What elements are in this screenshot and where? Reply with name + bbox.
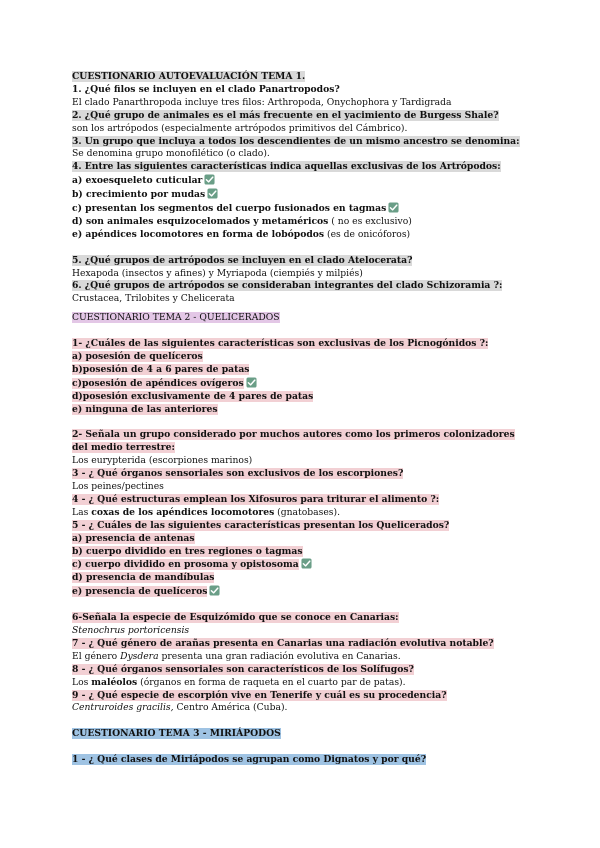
- answer-2-8-post: (órganos en forma de raqueta en el cuarto par de patas).: [137, 676, 406, 688]
- question-1-4: 4. Entre las siguientes características indica aquellas exclusivas de los Artrópodos:: [72, 161, 501, 173]
- answer-2-8-pre: Los: [72, 676, 92, 688]
- answer-1-1: El clado Panarthropoda incluye tres filos: Arthropoda, Onychophora y Tardigrada: [72, 96, 452, 108]
- checkmark-icon: [301, 558, 312, 569]
- option-2-5b: b) cuerpo dividido en tres regiones o tagmas: [72, 545, 303, 557]
- option-1-4b: b) crecimiento por mudas: [72, 189, 206, 201]
- question-1-5: 5. ¿Qué grupos de artrópodos se incluyen en el clado Atelocerata?: [72, 254, 413, 266]
- checkmark-icon: [246, 377, 257, 388]
- answer-2-4-pre: Las: [72, 506, 92, 518]
- answer-2-4-bold: coxas de los apéndices locomotores: [91, 506, 275, 518]
- option-1-4a: a) exoesqueleto cuticular: [72, 175, 203, 187]
- question-1-6: 6. ¿Qué grupos de artrópodos se consideraban integrantes del clado Schizoramia ?:: [72, 280, 503, 292]
- checkmark-icon: [388, 202, 399, 213]
- question-2-3: 3 - ¿ Qué órganos sensoriales son exclusivos de los escorpiones?: [72, 468, 404, 480]
- answer-2-6: Stenochrus portoricensis: [72, 625, 190, 636]
- question-1-1: 1. ¿Qué filos se incluyen en el clado Panartropodos?: [72, 83, 340, 95]
- question-3-1: 1 - ¿ Qué clases de Miriápodos se agrupan como Dignatos y por qué?: [72, 754, 427, 766]
- answer-1-2: son los artrópodos (especialmente artrópodos primitivos del Cámbrico).: [72, 122, 408, 134]
- answer-2-9-post: Centro América (Cuba).: [173, 702, 288, 714]
- option-1-4d: d) son animales esquizocelomados y metaméricos: [72, 215, 329, 227]
- option-2-1b: b)posesión de 4 a 6 pares de patas: [72, 363, 250, 375]
- answer-2-4-post: (gnatobases).: [274, 506, 340, 518]
- question-2-7: 7 - ¿ Qué género de arañas presenta en Canarias una radiación evolutiva notable?: [72, 637, 494, 649]
- option-2-5e: e) presencia de quelíceros: [72, 586, 208, 598]
- document-page: [72, 71, 528, 767]
- answer-1-6: Crustacea, Trilobites y Chelicerata: [72, 293, 235, 305]
- option-2-5d: d) presencia de mandíbulas: [72, 572, 215, 584]
- checkmark-icon: [207, 188, 218, 199]
- question-2-6: 6-Señala la especie de Esquizómido que se conoce en Canarias:: [72, 612, 399, 624]
- answer-2-7-post: presenta una gran radiación evolutiva en Canarias.: [158, 650, 401, 662]
- section-title-tema3: CUESTIONARIO TEMA 3 - MIRIÁPODOS: [72, 728, 281, 740]
- checkmark-icon: [209, 585, 220, 596]
- option-2-5c: c) cuerpo dividido en prosoma y opistosoma: [72, 559, 299, 571]
- option-1-4c: c) presentan los segmentos del cuerpo fusionados en tagmas: [72, 203, 387, 215]
- answer-2-7-pre: El género: [72, 650, 121, 662]
- answer-2-9-italic: Centruroides gracilis,: [72, 702, 174, 714]
- option-2-1e: e) ninguna de las anteriores: [72, 403, 218, 415]
- answer-2-7-italic: Dysdera: [120, 650, 159, 662]
- section-title-tema2: CUESTIONARIO TEMA 2 - QUELICERADOS: [72, 312, 280, 324]
- option-1-4e-note: (es de onicóforos): [324, 228, 411, 240]
- option-1-4e: e) apéndices locomotores en forma de lobópodos: [72, 228, 325, 240]
- option-2-1c: c)posesión de apéndices ovígeros: [72, 377, 244, 389]
- question-2-5: 5 - ¿ Cuáles de las siguientes características presentan los Quelicerados?: [72, 519, 450, 531]
- question-2-9: 9 - ¿ Qué especie de escorpión vive en Tenerife y cuál es su procedencia?: [72, 689, 447, 701]
- option-1-4d-note: ( no es exclusivo): [328, 215, 412, 227]
- answer-1-5: Hexapoda (insectos y afines) y Myriapoda (ciempiés y milpiés): [72, 267, 363, 279]
- question-2-8: 8 - ¿ Qué órganos sensoriales son característicos de los Solífugos?: [72, 663, 414, 675]
- answer-1-3: Se denomina grupo monofilético (o clado).: [72, 148, 270, 160]
- question-1-2: 2. ¿Qué grupo de animales es el más frecuente en el yacimiento de Burgess Shale?: [72, 109, 499, 121]
- checkmark-icon: [204, 174, 215, 185]
- question-1-3: 3. Un grupo que incluya a todos los descendientes de un mismo ancestro se denomina:: [72, 135, 520, 147]
- answer-2-2: Los eurypterida (escorpiones marinos): [72, 455, 253, 467]
- question-2-1: 1- ¿Cuáles de las siguientes características son exclusivas de los Picnogónidos ?:: [72, 338, 489, 350]
- option-2-5a: a) presencia de antenas: [72, 532, 195, 544]
- option-2-1d: d)posesión exclusivamente de 4 pares de patas: [72, 390, 314, 402]
- question-2-4: 4 - ¿ Qué estructuras emplean los Xifosuros para triturar el alimento ?:: [72, 493, 440, 505]
- option-2-1a: a) posesión de quelíceros: [72, 351, 203, 362]
- answer-2-8-bold: maléolos: [91, 676, 138, 688]
- question-2-2: 2- Señala un grupo considerado por muchos autores como los primeros colonizadores del medio terrestre:: [72, 429, 515, 454]
- answer-2-3: Los peines/pectines: [72, 481, 164, 493]
- section-title-tema1: CUESTIONARIO AUTOEVALUACIÓN TEMA 1.: [72, 71, 306, 82]
